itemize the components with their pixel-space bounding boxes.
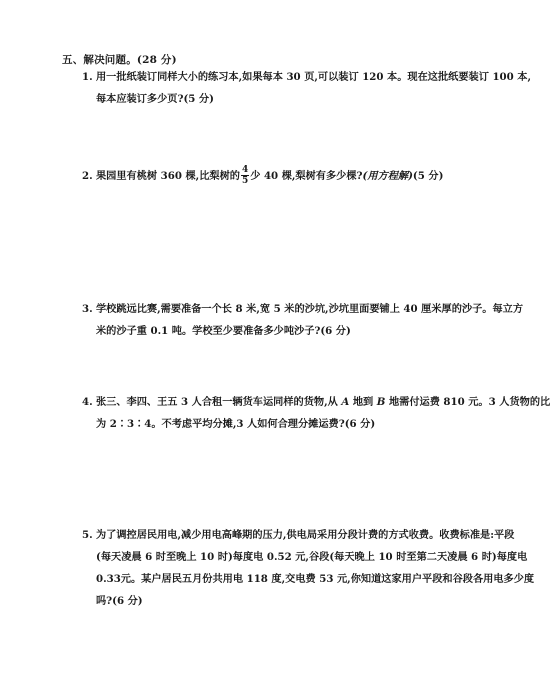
question-text-line: 每本应装订多少页?(5 分) [96,93,214,105]
question-text: 果园里有桃树 360 棵,比梨树的 [96,170,240,182]
fraction-numerator: 4 [241,164,249,175]
question-number: 2. [82,170,93,182]
fraction [241,165,249,186]
question-number: 3. [82,303,93,315]
question-text-line: 0.33元。某户居民五月份共用电 118 度,交电费 53 元,你知道这家用户平段和谷段各用电多少度 [96,573,535,585]
section-heading: 五、解决问题。(28 分) [62,54,177,66]
fraction-denominator: 5 [241,175,249,186]
question-text: 地到 [349,396,377,408]
question-text-line: 为 2∶3∶4。不考虑平均分摊,3 人如何合理分摊运费?(6 分) [96,418,376,430]
question-text: 少 40 棵,梨树有多少棵? [250,170,363,182]
question-text-line: (每天凌晨 6 时至晚上 10 时)每度电 0.52 元,谷段(每天晚上 10 时至第二天凌晨 6 时)每度电 [96,551,528,563]
question-text-line: 用一批纸装订同样大小的练习本,如果每本 30 页,可以装订 120 本。现在这批纸要装订 100 本, [96,71,531,83]
question-1 [82,66,531,110]
question-number: 5. [82,529,93,541]
question-text-line: 米的沙子重 0.1 吨。学校至少要准备多少吨沙子?(6 分) [96,325,351,337]
question-5 [82,524,534,612]
question-text: 地需付运费 810 元。3 人货物的比 [385,396,551,408]
question-3 [82,298,523,342]
points-label: (5 分) [412,170,444,182]
place-a: A [341,396,350,408]
question-text-line: 为了调控居民用电,减少用电高峰期的压力,供电局采用分段计费的方式收费。收费标准是:平段 [96,529,515,541]
question-4 [82,391,550,435]
question-text: 张三、李四、王五 3 人合租一辆货车运同样的货物,从 [96,396,342,408]
question-number: 4. [82,396,93,408]
question-text-line: 吗?(6 分) [96,595,143,607]
question-text-line: 学校跳远比赛,需要准备一个长 8 米,宽 5 米的沙坑,沙坑里面要铺上 40 厘米厚的沙子。每立方 [96,303,524,315]
question-number: 1. [82,71,93,83]
method-note: (用方程解) [362,170,413,182]
place-b: B [376,396,386,408]
question-2 [82,165,443,187]
